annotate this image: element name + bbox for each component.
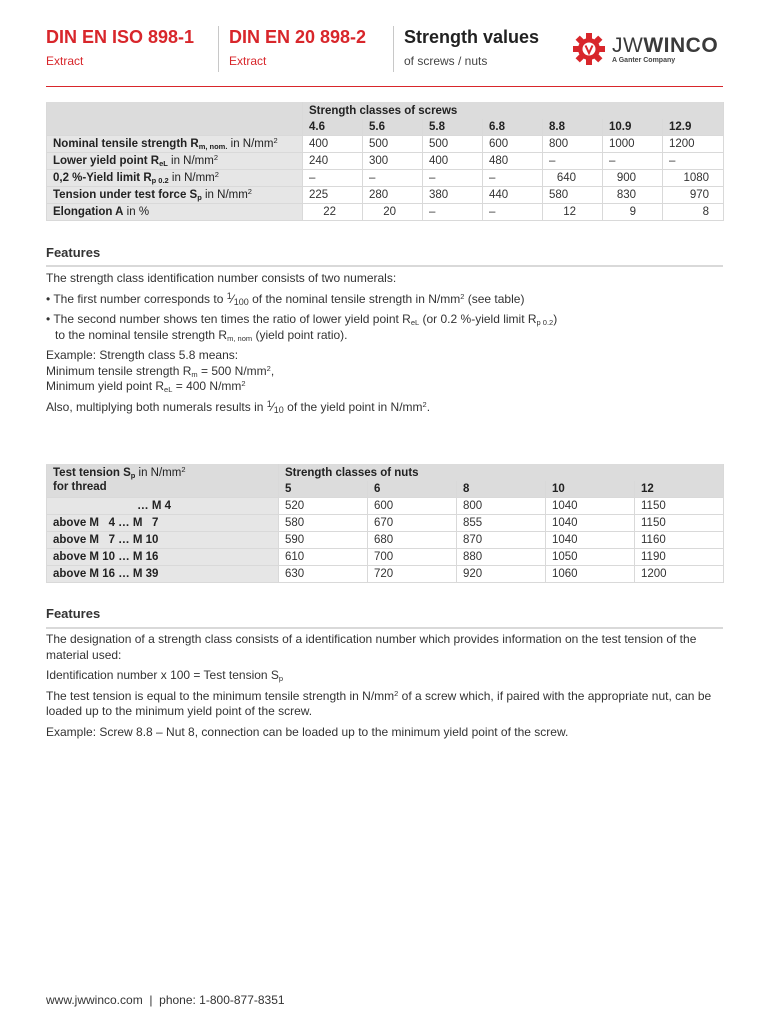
table-cell: 480 [483, 153, 543, 170]
standard-1 [46, 26, 194, 68]
table-cell: 22 [303, 204, 363, 221]
class-header: 12 [635, 481, 724, 498]
table-row [47, 515, 724, 532]
table-cell: 300 [363, 153, 423, 170]
table-row [47, 136, 724, 153]
table-row [47, 170, 724, 187]
screws-strength-table [46, 102, 724, 221]
table-cell: 225 [303, 187, 363, 204]
table-cell: 580 [279, 515, 368, 532]
table-cell: – [423, 204, 483, 221]
class-header: 8 [457, 481, 546, 498]
header-rule [46, 86, 723, 87]
table-row [47, 549, 724, 566]
table-row [47, 153, 724, 170]
nuts-classes-header: Strength classes of nuts [279, 465, 724, 482]
section-rule [46, 627, 723, 629]
table-cell: 1160 [635, 532, 724, 549]
class-header: 5.8 [423, 119, 483, 136]
table-cell: 1040 [546, 532, 635, 549]
table-cell: 400 [423, 153, 483, 170]
class-header: 10.9 [603, 119, 663, 136]
table-cell: 1190 [635, 549, 724, 566]
table-cell: 9 [603, 204, 663, 221]
table-row [47, 187, 724, 204]
section-rule [46, 265, 723, 267]
table-cell: 970 [663, 187, 724, 204]
table-cell: 1200 [635, 566, 724, 583]
identification-formula: Identification number x 100 = Test tension $S_p$ [46, 668, 284, 683]
standard-2 [229, 26, 366, 68]
features-text [46, 632, 723, 740]
table-row [47, 498, 724, 515]
table-row [47, 532, 724, 549]
standard-2-subtitle: Extract [229, 54, 267, 68]
example-heading: Example: Strength class 5.8 means: [46, 348, 239, 362]
table-cell: 20 [363, 204, 423, 221]
table-cell: 640 [543, 170, 603, 187]
table-cell: 800 [543, 136, 603, 153]
example-paragraph: Example: Screw 8.8 – Nut 8, connection can be loaded up to the minimum yield point of the screw. [46, 724, 569, 739]
table-cell: – [603, 153, 663, 170]
table-cell: 240 [303, 153, 363, 170]
table-cell: – [543, 153, 603, 170]
table-cell: 855 [457, 515, 546, 532]
features-heading: Features [46, 606, 101, 621]
table-cell: – [303, 170, 363, 187]
table-cell: 920 [457, 566, 546, 583]
table-corner [47, 103, 303, 120]
row-label: Lower yield point $R_{eL}$ in $N/mm^2$ [47, 153, 303, 170]
class-header: 6 [368, 481, 457, 498]
row-label: above M 10 … M 16 [47, 549, 279, 566]
screws-classes-header: Strength classes of screws [303, 103, 724, 120]
table-cell: 610 [279, 549, 368, 566]
table-cell: 830 [603, 187, 663, 204]
standard-1-title: DIN EN ISO 898-1 [46, 27, 195, 47]
bullet-first-number: • The first number corresponds to $^1⁄_{100}$ of the nominal tensile strength in $N/mm^2$ (see table) [46, 290, 525, 307]
table-cell: 1040 [546, 515, 635, 532]
nuts-row-label-header: Test tension $S_p$ in $N/mm^2$ for thread [47, 465, 279, 498]
gear-logo-icon [572, 32, 606, 66]
table-cell: 12 [543, 204, 603, 221]
table-cell: 680 [368, 532, 457, 549]
table-cell: 1080 [663, 170, 724, 187]
table-cell: 700 [368, 549, 457, 566]
table-cell: 1060 [546, 566, 635, 583]
table-cell: 630 [279, 566, 368, 583]
table-corner [47, 119, 303, 136]
row-label: Nominal tensile strength $R_{m, nom.}$ in $N/mm^2$ [47, 136, 303, 153]
table-cell: – [363, 170, 423, 187]
class-header: 6.8 [483, 119, 543, 136]
table-row [47, 566, 724, 583]
row-label: 0,2 %-Yield limit $R_{p 0.2}$ in $N/mm^2$ [47, 170, 303, 187]
multiplying-note: Also, multiplying both numerals results in $^1⁄_{10}$ of the yield point in $N/mm^2$. [46, 398, 431, 415]
document-title: Strength values [404, 27, 540, 47]
table-cell: – [483, 170, 543, 187]
document-heading [404, 26, 539, 68]
logo-wordmark: JWWINCO [612, 34, 719, 57]
table-cell: 1150 [635, 498, 724, 515]
test-tension-paragraph: The test tension is equal to the minimum tensile strength in $N/mm^2$ of a screw which, if paired with the appropriate nut, can be loaded up to the minimum yield point of the screw. [46, 688, 712, 718]
bullet-second-number: • The second number shows ten times the ratio of lower yield point $R_{eL}$ (or 0.2 %-yield limit $R_{p 0.2}$) [46, 312, 558, 327]
row-label: … M 4 [47, 498, 279, 515]
table-cell: 670 [368, 515, 457, 532]
table-cell: 600 [483, 136, 543, 153]
table-cell: 720 [368, 566, 457, 583]
jwwinco-logo [572, 32, 723, 66]
table-cell: 600 [368, 498, 457, 515]
class-header: 5 [279, 481, 368, 498]
table-cell: 1200 [663, 136, 724, 153]
table-cell: 800 [457, 498, 546, 515]
standard-2-title: DIN EN 20 898-2 [229, 27, 367, 47]
table-cell: 440 [483, 187, 543, 204]
example-yield: Minimum yield point $R_{eL} = 400$ $N/mm^2$ [46, 379, 246, 394]
table-cell: 1040 [546, 498, 635, 515]
table-cell: 870 [457, 532, 546, 549]
features-text [46, 271, 723, 415]
bullet-second-number-cont: to the nominal tensile strength $R_{m, nom}$ (yield point ratio). [55, 327, 348, 343]
table-cell: 1000 [603, 136, 663, 153]
table-cell: 1050 [546, 549, 635, 566]
footer-contact: www.jwwinco.com | phone: 1-800-877-8351 [46, 993, 285, 1007]
table-cell: 590 [279, 532, 368, 549]
table-cell: 380 [423, 187, 483, 204]
table-cell: 580 [543, 187, 603, 204]
table-cell: 400 [303, 136, 363, 153]
row-label: above M 16 … M 39 [47, 566, 279, 583]
standard-1-subtitle: Extract [46, 54, 84, 68]
row-label: Elongation A in % [47, 204, 303, 221]
table-cell: 500 [423, 136, 483, 153]
row-label: above M 4 … M 7 [47, 515, 279, 532]
document-subtitle: of screws / nuts [404, 54, 488, 68]
header-divider [218, 26, 219, 72]
table-cell: – [483, 204, 543, 221]
table-cell: 880 [457, 549, 546, 566]
table-cell: 520 [279, 498, 368, 515]
example-tensile: Minimum tensile strength $R_m = 500$ $N/mm^2$, [46, 363, 275, 379]
class-header: 12.9 [663, 119, 724, 136]
features-heading: Features [46, 245, 101, 260]
header-divider [393, 26, 394, 72]
table-row [47, 204, 724, 221]
class-header: 8.8 [543, 119, 603, 136]
table-cell: 1150 [635, 515, 724, 532]
features-intro: The strength class identification number consists of two numerals: [46, 271, 397, 285]
row-label: above M 7 … M 10 [47, 532, 279, 549]
nuts-strength-table [46, 464, 724, 583]
table-cell: 500 [363, 136, 423, 153]
table-cell: – [663, 153, 724, 170]
table-cell: 8 [663, 204, 724, 221]
designation-paragraph: The designation of a strength class consists of a identification number which provides information on the test tension of the material used: [46, 632, 697, 662]
logo-tagline: A Ganter Company [612, 57, 676, 64]
class-header: 4.6 [303, 119, 363, 136]
table-cell: 280 [363, 187, 423, 204]
class-header: 10 [546, 481, 635, 498]
row-label: Tension under test force $S_p$ in $N/mm^2$ [47, 187, 303, 204]
class-header: 5.6 [363, 119, 423, 136]
table-cell: 900 [603, 170, 663, 187]
table-cell: – [423, 170, 483, 187]
